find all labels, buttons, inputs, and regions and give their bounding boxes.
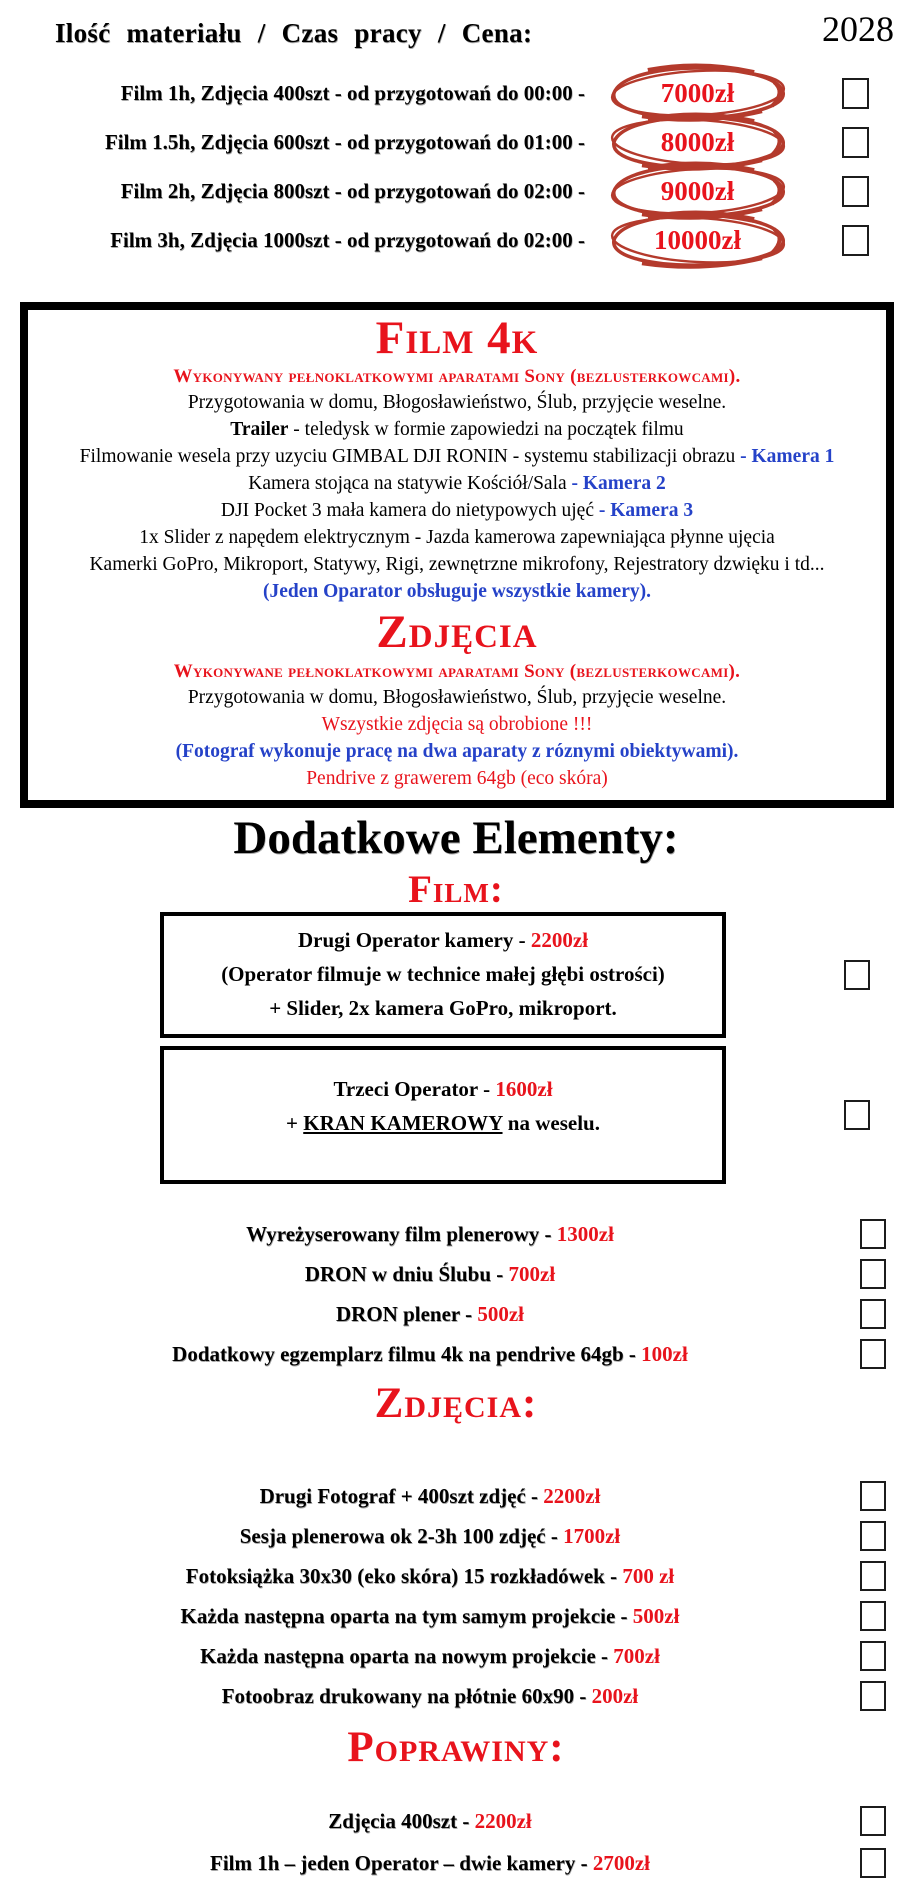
addon-price: 2200zł <box>543 1484 601 1508</box>
addon-checkbox[interactable] <box>860 1299 886 1329</box>
film4k-line-preparations: Przygotowania w domu, Błogosławieństwo, Ślub, przyjęcie weselne. <box>187 392 727 413</box>
extras-film-heading: Film: <box>408 868 504 911</box>
price-ellipse <box>602 211 794 269</box>
addon-label: Zdjęcia 400szt - <box>328 1809 475 1833</box>
addon-checkbox[interactable] <box>860 1601 886 1631</box>
crane-rest: na weselu. <box>502 1111 600 1135</box>
addon-checkbox[interactable] <box>860 1219 886 1249</box>
package-label: Film 1h, Zdjęcia 400szt - od przygotowań do 00:00 - <box>120 80 585 105</box>
package-row <box>0 211 912 260</box>
addon-row <box>0 1334 860 1374</box>
addon-checkbox[interactable] <box>860 1259 886 1289</box>
third-operator-detail <box>168 1106 718 1140</box>
addon-row <box>0 1842 860 1884</box>
second-operator-checkbox[interactable] <box>844 960 870 990</box>
package-price: 10000zł <box>654 224 741 255</box>
package-row <box>0 113 912 162</box>
package-checkbox[interactable] <box>842 127 869 158</box>
extras-title: Dodatkowe Elementy: <box>233 812 679 864</box>
package-label: Film 2h, Zdjęcia 800szt - od przygotowań do 02:00 - <box>120 178 585 203</box>
year-label: 2028 <box>822 9 894 49</box>
trailer-word: Trailer <box>230 419 289 440</box>
zdjecia-line-pendrive: Pendrive z grawerem 64gb (eco skóra) <box>306 768 608 789</box>
addon-label: Fotoksiążka 30x30 (eko skóra) 15 rozkładówek - <box>185 1564 623 1588</box>
trailer-rest: - teledysk w formie zapowiedzi na początek filmu <box>288 419 684 440</box>
addon-price: 500zł <box>632 1604 680 1628</box>
addon-label: Wyreżyserowany film plenerowy - <box>246 1222 557 1246</box>
addon-row <box>0 1294 860 1334</box>
zdjecia-subtitle: Wykonywane pełnoklatkowymi aparatami Sony (bezlusterkowcami). <box>173 661 741 682</box>
addon-price: 1300zł <box>556 1222 614 1246</box>
addon-price: 500zł <box>477 1302 524 1326</box>
addon-price: 100zł <box>641 1342 688 1366</box>
addon-price: 700 zł <box>622 1564 675 1588</box>
film4k-info-box <box>20 302 894 808</box>
price-list-page <box>0 9 912 1902</box>
addon-checkbox[interactable] <box>860 1521 886 1551</box>
zdjecia-line-edited: Wszystkie zdjęcia są obrobione !!! <box>321 714 593 735</box>
addon-row <box>0 1556 860 1596</box>
addon-checkbox[interactable] <box>860 1641 886 1671</box>
addon-checkbox[interactable] <box>860 1481 886 1511</box>
package-label: Film 3h, Zdjęcia 1000szt - od przygotowań do 02:00 - <box>110 227 585 252</box>
page-title: Ilość materiału / Czas pracy / Cena: <box>55 18 533 48</box>
addon-label: Film 1h – jeden Operator – dwie kamery - <box>210 1851 593 1875</box>
pocket-text: DJI Pocket 3 mała kamera do nietypowych ujęć <box>220 500 599 521</box>
third-operator-checkbox[interactable] <box>844 1100 870 1130</box>
addon-checkbox[interactable] <box>860 1806 886 1836</box>
film4k-title: Film 4k <box>375 312 539 364</box>
addon-label: Drugi Fotograf + 400szt zdjęć - <box>259 1484 544 1508</box>
page-header <box>0 9 912 56</box>
package-row <box>0 162 912 211</box>
addon-row <box>0 1636 860 1676</box>
second-operator-line <box>168 923 718 957</box>
addon-label: Każda następna oparta na nowym projekcie - <box>200 1644 614 1668</box>
crane-label: KRAN KAMEROWY <box>303 1111 503 1135</box>
addon-price: 700zł <box>613 1644 660 1668</box>
addon-label: DRON w dniu Ślubu - <box>304 1262 509 1286</box>
addon-checkbox[interactable] <box>860 1681 886 1711</box>
addon-row <box>0 1596 860 1636</box>
addon-label: DRON plener - <box>335 1302 478 1326</box>
addon-checkbox[interactable] <box>860 1848 886 1878</box>
camera-1-label: - Kamera 1 <box>740 446 835 467</box>
package-checkbox[interactable] <box>842 225 869 256</box>
zdjecia-line-photographer: (Fotograf wykonuje pracę na dwa aparaty z róznymi obiektywami). <box>175 741 739 762</box>
third-operator-box <box>160 1046 726 1184</box>
package-price: 7000zł <box>660 77 735 108</box>
film4k-line-slider: 1x Slider z napędem elektrycznym - Jazda kamerowa zapewniająca płynne ujęcia <box>139 527 775 548</box>
addon-price: 1700zł <box>563 1524 621 1548</box>
package-checkbox[interactable] <box>842 176 869 207</box>
camera-2-label: - Kamera 2 <box>571 473 666 494</box>
zdjecia-line-preparations: Przygotowania w domu, Błogosławieństwo, Ślub, przyjęcie weselne. <box>187 687 727 708</box>
camera-3-label: - Kamera 3 <box>598 500 694 521</box>
film4k-line-gimbal <box>34 443 880 470</box>
third-operator-section <box>0 1046 912 1184</box>
addon-price: 700zł <box>508 1262 556 1286</box>
addon-checkbox[interactable] <box>860 1561 886 1591</box>
second-operator-section <box>0 912 912 1038</box>
second-operator-detail-2: + Slider, 2x kamera GoPro, mikroport. <box>269 996 617 1020</box>
second-operator-box <box>160 912 726 1038</box>
addon-row <box>0 1214 860 1254</box>
addon-price: 2700zł <box>592 1851 650 1875</box>
film-addon-list <box>0 1214 912 1374</box>
addon-label: Każda następna oparta na tym samym projekcie - <box>180 1604 633 1628</box>
film4k-line-tripod <box>34 470 880 497</box>
second-operator-detail-1: (Operator filmuje w technice małej głębi ostrości) <box>221 962 665 986</box>
package-checkbox[interactable] <box>842 78 869 109</box>
crane-prefix: + <box>286 1111 304 1135</box>
addon-label: Sesja plenerowa ok 2-3h 100 zdjęć - <box>239 1524 564 1548</box>
zdjecia-title: Zdjęcia <box>376 606 538 658</box>
addon-label: Dodatkowy egzemplarz filmu 4k na pendrive 64gb - <box>172 1342 642 1366</box>
package-label: Film 1.5h, Zdjęcia 600szt - od przygotowań do 01:00 - <box>104 129 585 154</box>
film4k-subtitle: Wykonywany pełnoklatkowymi aparatami Sony (bezlusterkowcami). <box>173 366 741 387</box>
third-operator-price: 1600zł <box>495 1077 553 1101</box>
addon-row <box>0 1676 860 1716</box>
addon-row <box>0 1800 860 1842</box>
addon-row <box>0 1254 860 1294</box>
film4k-line-pocket <box>34 497 880 524</box>
addon-row <box>0 1516 860 1556</box>
package-row <box>0 64 912 113</box>
second-operator-label: Drugi Operator kamery - <box>297 928 531 952</box>
poprawiny-list <box>0 1800 912 1884</box>
film4k-line-trailer <box>34 416 880 443</box>
third-operator-line <box>168 1072 718 1106</box>
third-operator-label: Trzeci Operator - <box>333 1077 496 1101</box>
extras-poprawiny-heading: Poprawiny: <box>347 1724 565 1771</box>
addon-checkbox[interactable] <box>860 1339 886 1369</box>
second-operator-price: 2200zł <box>530 928 589 952</box>
gimbal-text: Filmowanie wesela przy uzyciu GIMBAL DJI RONIN - systemu stabilizacji obrazu <box>79 446 741 467</box>
addon-price: 2200zł <box>474 1809 532 1833</box>
photo-addon-list <box>0 1476 912 1716</box>
package-price: 9000zł <box>660 175 735 206</box>
addon-row <box>0 1476 860 1516</box>
package-price: 8000zł <box>660 126 735 157</box>
tripod-text: Kamera stojąca na statywie Kościół/Sala <box>248 473 572 494</box>
package-list <box>0 64 912 260</box>
addon-label: Fotoobraz drukowany na płótnie 60x90 - <box>221 1684 592 1708</box>
addon-price: 200zł <box>591 1684 639 1708</box>
film4k-operator-note: (Jeden Oparator obsługuje wszystkie kamery). <box>263 581 651 602</box>
film4k-line-gear: Kamerki GoPro, Mikroport, Statywy, Rigi, zewnętrzne mikrofony, Rejestratory dzwięku i td... <box>89 554 825 575</box>
extras-photo-heading: Zdjęcia: <box>374 1380 538 1427</box>
